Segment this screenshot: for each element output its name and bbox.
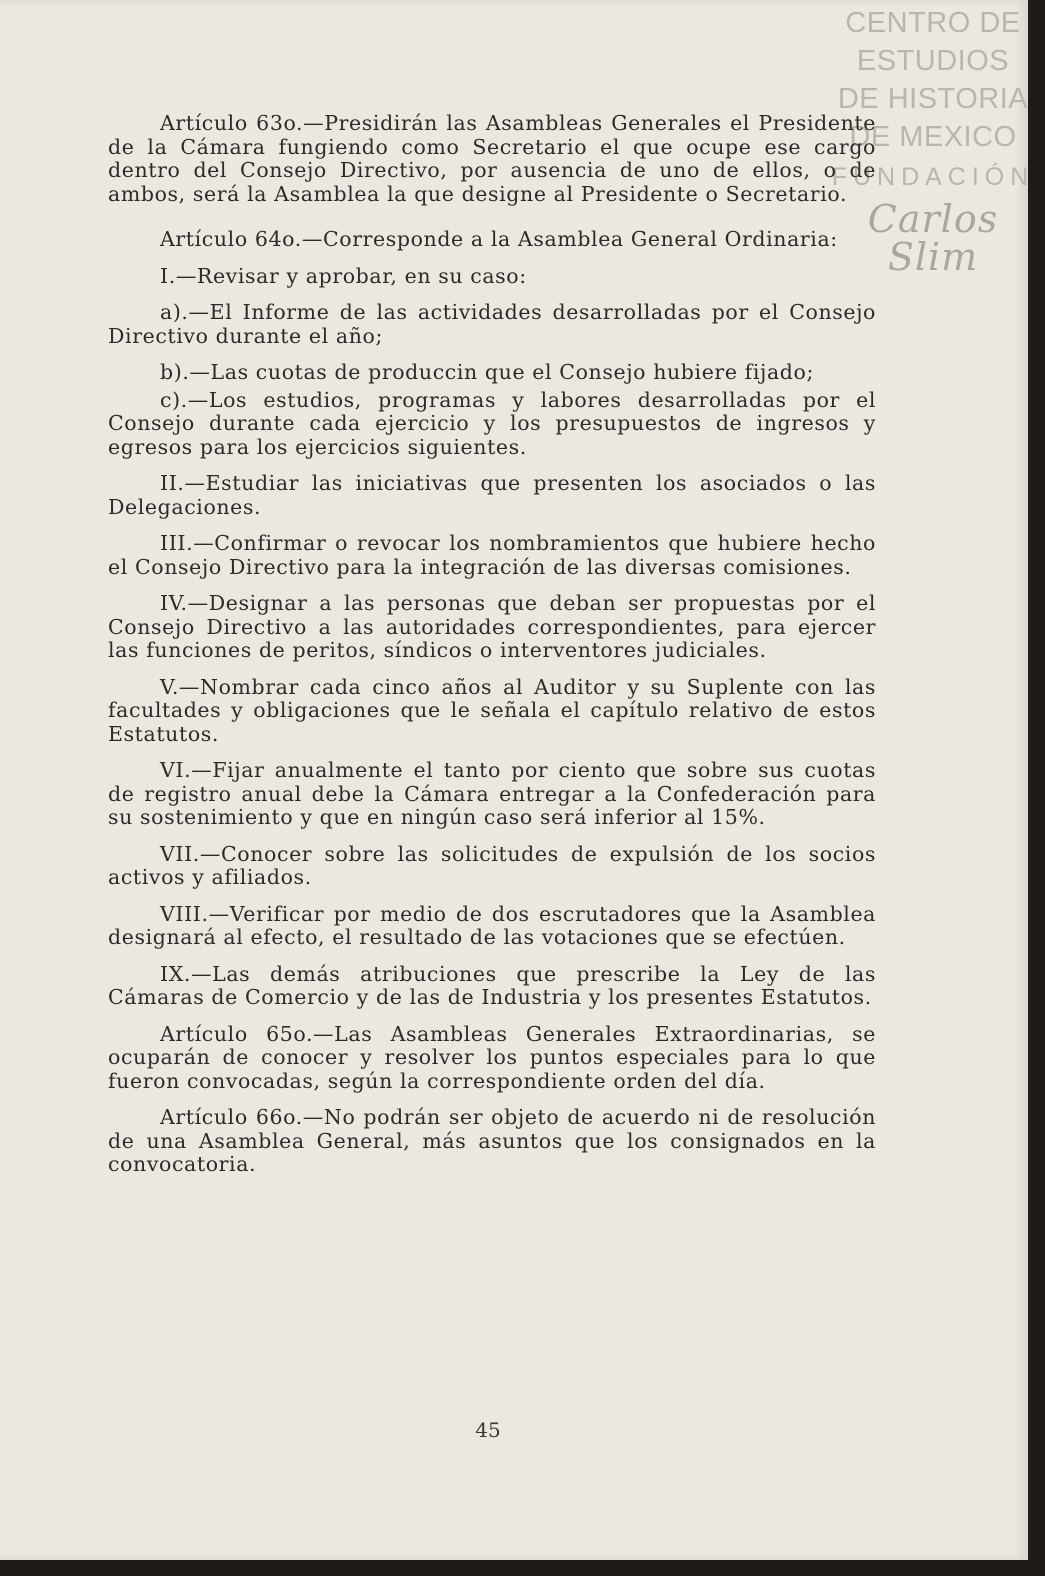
clause-iv: IV.—Designar a las personas que deban ser propuestas por el Consejo Directivo a las autoridades correspondientes, para ejercer las funciones de peritos, síndicos o interventores judiciales.	[108, 591, 876, 662]
clause-i-b: b).—Las cuotas de produccin que el Consejo hubiere fijado;	[160, 360, 814, 384]
clause-i-a: a).—El Informe de las actividades desarrolladas por el Consejo Directivo durante el año;	[108, 300, 876, 348]
watermark-line: ESTUDIOS	[856, 45, 1010, 77]
clause-ix: IX.—Las demás atribuciones que prescribe la Ley de las Cámaras de Comercio y de las de Industria y los presentes Estatutos.	[108, 961, 876, 1009]
watermark-foundation: FUNDACIÓN	[831, 163, 1035, 191]
watermark-line: CENTRO DE	[845, 7, 1021, 39]
watermark-line: DE MEXICO	[849, 121, 1017, 153]
clause-vi: VI.—Fijar anualmente el tanto por ciento que sobre sus cuotas de registro anual debe la Cámara entregar a la Confederación para su sostenimiento y que en ningún caso será inferior al 15%.	[108, 758, 876, 829]
clause-i: I.—Revisar y aprobar, en su caso:	[160, 263, 527, 288]
article-65: Artículo 65o.—Las Asambleas Generales Extraordinarias, se ocuparán de conocer y resolver los puntos especiales para lo que fueron convocadas, según la correspondiente orden del día.	[108, 1021, 876, 1093]
clause-i-c: c).—Los estudios, programas y labores desarrolladas por el Consejo durante cada ejercicio y los presupuestos de ingresos y egresos para los ejercicios siguientes.	[108, 387, 876, 459]
watermark-line: DE HISTORIA	[837, 83, 1029, 115]
article-64: Artículo 64o.—Corresponde a la Asamblea General Ordinaria:	[160, 227, 838, 251]
clause-v: V.—Nombrar cada cinco años al Auditor y su Suplente con las facultades y obligaciones que le señala el capítulo relativo de estos Estatutos.	[108, 674, 876, 746]
page-number: 45	[475, 1418, 501, 1442]
clause-iii: III.—Confirmar o revocar los nombramientos que hubiere hecho el Consejo Directivo para la integración de las diversas comisiones.	[108, 531, 876, 579]
clause-ii: II.—Estudiar las iniciativas que presenten los asociados o las Delegaciones.	[108, 471, 876, 519]
clause-viii: VIII.—Verificar por medio de dos escrutadores que la Asamblea designará al efecto, el resultado de las votaciones que se efectúen.	[108, 901, 876, 949]
article-63: Artículo 63o.—Presidirán las Asambleas Generales el Presidente de la Cámara fungiendo como Secretario el que ocupe ese cargo dentro del Consejo Directivo, por ausencia de uno de ellos, o de ambos, será la Asamblea la que designe al Presidente o Secretario.	[108, 111, 876, 206]
article-66: Artículo 66o.—No podrán ser objeto de acuerdo ni de resolución de una Asamblea General, más asuntos que los consignados en la convocatoria.	[108, 1105, 876, 1176]
body-text	[108, 112, 876, 1190]
clause-vii: VII.—Conocer sobre las solicitudes de expulsión de los socios activos y afiliados.	[108, 841, 876, 889]
watermark-signature: Carlos Slim	[867, 197, 999, 279]
